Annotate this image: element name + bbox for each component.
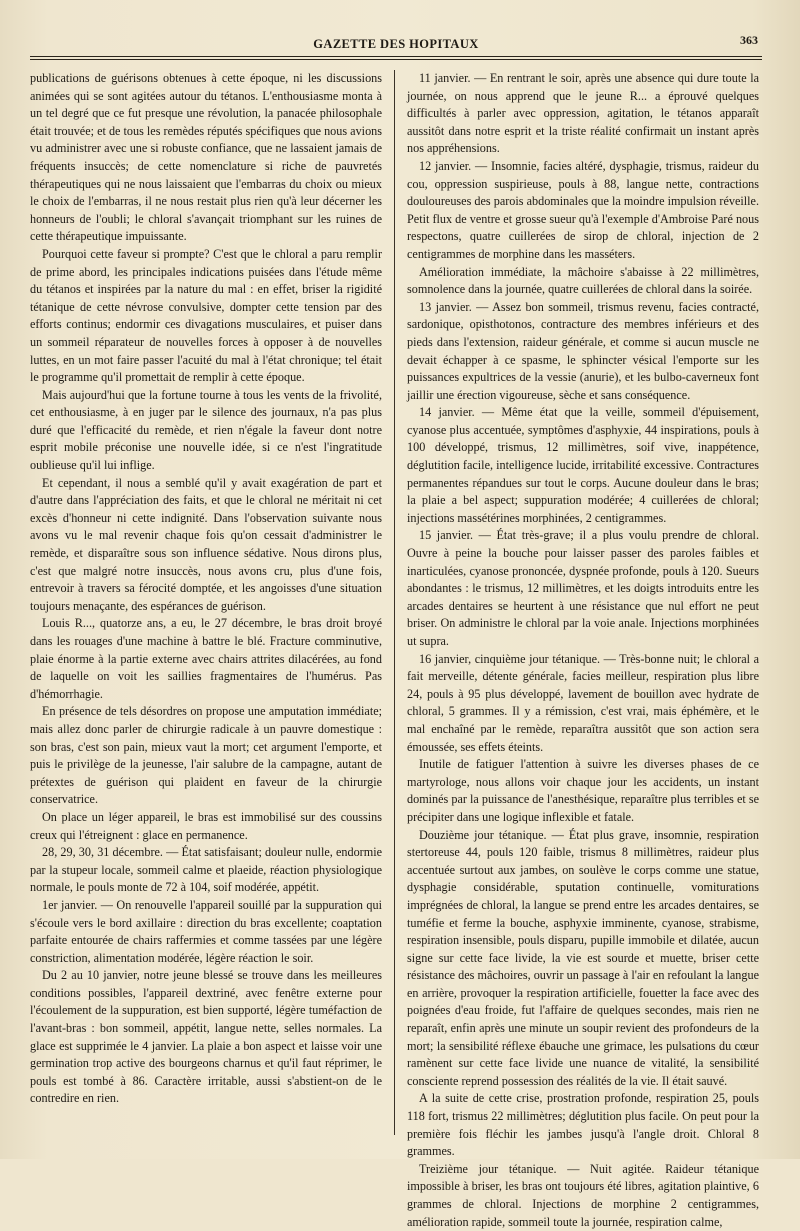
- paragraph: Mais aujourd'hui que la fortune tourne à tous les vents de la frivolité, cet enthousiasme, à en juger par le silence des journaux, n'a pas plus duré que l'efficacité du remède, et rien n'égale la faveur dont notre esprit mobile préconise une nouvelle idée, si ce n'est l'ingratitude oublieuse qu'il lui inflige.: [30, 387, 382, 473]
- paragraph: 1er janvier. — On renouvelle l'appareil souillé par la suppuration qui s'écoule vers le bord axillaire : direction du bras excellente; coaptation parfaite entourée de chairs raffermies et comme tassées par une légère constriction, alimentation modérée, légère réaction le soir.: [30, 897, 382, 965]
- paragraph: 11 janvier. — En rentrant le soir, après une absence qui dure toute la journée, on nous apprend que le jeune R... a éprouvé quelques difficultés à parler avec oppression, agitation, le tétanos apparaît aussitôt dans notre esprit et la triste réalité confirmait un instant après nos appréhensions.: [407, 71, 759, 156]
- paragraph: Et cependant, il nous a semblé qu'il y avait exagération de part et d'autre dans l'appréciation des faits, et que le chloral ne méritait ni cet excès d'honneur ni cette indignité. Dans l'observation suivante nous avons vu le mal revenir chaque fois qu'on cessait d'administrer le remède, et disparaître sous son influence sédative. Nous dirons plus, c'est que malgré notre insuccès, nous avons cru, plus d'une fois, entrevoir à travers sa férocité domptée, et les angoisses d'une situation toujours menaçante, des espérances de guérison.: [30, 475, 382, 613]
- paragraph: Douzième jour tétanique. — État plus grave, insomnie, respiration stertoreuse 44, pouls 120 faible, trismus 8 millimètres, raideur plus accentuée surtout aux jambes, on soulève le corps comme une statue, dysphagie considérable, sputation continuelle, vomiturations imprégnées de chloral, la langue se prend entre les arcades dentaires, se tuméfie et ferme la bouche, asphyxie imminente, cyanose, strabisme, respiration insensible, pouls disparu, pupille immobile et dilatée, aucun signe sur cette face livide, la vie est sourde et muette, briser cette résistance des mâchoires, ouvrir un passage à l'air en refoulant la langue en arrière, provoquer la respiration artificielle, fouetter la face avec des poignées d'eau froide, fut l'affaire de quelques secondes, mais rien ne reparaît, enfin après une minute un soupir revient des profondeurs de la mort; la sensibilité réflexe ébauche une grimace, les pulsations du cœur ramènent sur cette face livide une nuance de vitalité, la sensibilité consciente reprend possession des réalités de la vie. Il était sauvé.: [407, 827, 759, 1088]
- paragraph: Louis R..., quatorze ans, a eu, le 27 décembre, le bras droit broyé dans les rouages d'une machine à battre le blé. Fracture comminutive, plaie énorme à la partie externe avec chairs attrites dilacérées, au fond de laquelle on voit les saillies fragmentaires de l'humérus. Pas d'hémorrhagie.: [30, 616, 382, 701]
- paragraph: 15 janvier. — État très-grave; il a plus voulu prendre de chloral. Ouvre à peine la bouche pour laisser passer des paroles faibles et inarticulées, cyanose prononcée, dyspnée profonde, pouls à 120. Sueurs abondantes : le trismus, 12 millimètres, et les doigts introduits entre les arcades dentaires se heurtent à une résistance que nul effort ne peut briser. On administre le chloral par la voie anale. Injections morphinées ut supra.: [407, 528, 759, 648]
- paragraph: On place un léger appareil, le bras est immobilisé sur des coussins creux qui l'étreignent : glace en permanence.: [30, 809, 382, 842]
- paragraph: Treizième jour tétanique. — Nuit agitée. Raideur tétanique impossible à briser, les bras ont toujours été libres, agitation plaintive, 6 grammes de chloral. Injections de morphine 2 centigrammes, amélioration rapide, sommeil toute la journée, respiration calme,: [407, 1161, 759, 1229]
- paragraph: Inutile de fatiguer l'attention à suivre les diverses phases de ce martyrologe, nous allons voir chaque jour les accidents, un instant dominés par la puissance de l'anesthésique, reparaître plus terribles et se précipiter dans une logique inflexible et fatale.: [407, 757, 759, 824]
- paragraph: 12 janvier. — Insomnie, facies altéré, dysphagie, trismus, raideur du cou, oppression suspirieuse, pouls à 88, langue nette, contractions douloureuses des parois abdominales que la moindre impulsion réveille. Petit flux de ventre et grosse sueur qu'à l'exemple d'Ambroise Paré nous respectons, quatre cuillerées de sirop de chloral, injection de 2 centigrammes de morphine dans les masséters.: [407, 158, 759, 261]
- paragraph: 28, 29, 30, 31 décembre. — État satisfaisant; douleur nulle, endormie par la stupeur locale, sommeil calme et plaeide, réaction physiologique normale, le pouls monte de 72 à 104, soif modérée, appétit.: [30, 845, 382, 895]
- text-columns: [30, 70, 762, 1229]
- paragraph: publications de guérisons obtenues à cette époque, ni les discussions animées qui se sont agitées autour du tétanos. L'enthousiasme monta à un tel degré que ce fut presque une révolution, la panacée philosophale était trouvée; et de tous les remèdes réputés spécifiques que nous avions vu administrer avec une si robuste confiance, que ne lassaient jamais de fréquents insuccès; de cette nomenclature si riche de pauvretés thérapeutiques qui ne nous laissaient que l'embarras du choix ou mieux le choix de l'embarras, il ne nous restait plus rien qu'à leur décerner les honneurs de l'oubli; le chloral s'avançait triomphant sur les ruines de cette thérapeutique impuissante.: [30, 71, 382, 244]
- running-title: GAZETTE DES HOPITAUX: [313, 37, 479, 51]
- paragraph: 13 janvier. — Assez bon sommeil, trismus revenu, facies contracté, sardonique, opisthotonos, contracture des membres inférieurs et des pieds dans l'extension, raideur générale, et comme si aucun muscle ne devait échapper à ce spasme, le sphincter vésical l'emporte sur les puissances expultrices de la vessie (anurie), et les bulbo-caverneux font jaillir une érection vigoureuse, sèche et sans conséquence.: [407, 299, 759, 402]
- paragraph: A la suite de cette crise, prostration profonde, respiration 25, pouls 118 fort, trismus 22 millimètres; déglutition plus facile. On peut pour la première fois fléchir les jambes jusqu'à l'angle droit. Chloral 8 grammes.: [407, 1091, 759, 1159]
- page-header: [30, 0, 762, 52]
- left-column: [30, 70, 394, 1135]
- page-number: 363: [740, 33, 758, 47]
- paragraph: Pourquoi cette faveur si prompte? C'est que le chloral a paru remplir de prime abord, les principales indications puisées dans l'étude même du tétanos et inspirées par la nature du mal : en effet, briser la rigidité tétanique de cette névrose convulsive, dompter cette tension par des efforts continus; endormir ces divagations musculaires, et puiser dans un sommeil réparateur de nouvelles forces à opposer à de nouvelles luttes, en un mot faire passer l'acuité du mal à l'état chronique; tel était le programme qu'il promettait de remplir à cette époque.: [30, 246, 382, 385]
- header-rule-thin: [30, 59, 762, 60]
- right-column: [394, 70, 759, 1229]
- paragraph: Amélioration immédiate, la mâchoire s'abaisse à 22 millimètres, somnolence dans la journée, quatre cuillerées de chloral dans la soirée.: [407, 264, 759, 297]
- paragraph: 14 janvier. — Même état que la veille, sommeil d'épuisement, cyanose plus accentuée, symptômes d'asphyxie, 44 inspirations, pouls à 100 développé, trismus, 12 millimètres, soif vive, inappétence, déglutition facile, intelligence lucide, irritabilité excessive. Contractures permanentes répandues sur tout le corps. Aucune douleur dans le bras; la plaie a bel aspect; suppuration modérée; 4 cuillerées de chloral; injections massétérines morphinées, 2 centigrammes.: [407, 405, 759, 525]
- paragraph: Du 2 au 10 janvier, notre jeune blessé se trouve dans les meilleures conditions possibles, l'appareil dextriné, avec fenêtre externe pour l'écoulement de la suppuration, est bien supporté, légère tuméfaction de l'avant-bras : bon sommeil, appétit, langue nette, selles normales. La glace est supprimée le 4 janvier. La plaie a bon aspect et laisse voir une germination trop active des bourgeons charnus et qu'il faut réprimer, le pouls est tombé à 86. Caractère irritable, aussi s'abstient-on de le contredire en rien.: [30, 968, 382, 1106]
- paragraph: En présence de tels désordres on propose une amputation immédiate; mais allez donc parler de chirurgie radicale à un pauvre domestique : son bras, c'est son pain, mieux vaut la mort; cet argument l'emporte, et puis le privilège de la jeunesse, l'air salubre de la campagne, autant de prétextes de guérison qui plaident en faveur de la chirurgie conservatrice.: [30, 704, 382, 807]
- header-rule: [30, 56, 762, 57]
- paragraph: 16 janvier, cinquième jour tétanique. — Très-bonne nuit; le chloral a fait merveille, détente générale, facies meilleur, respiration plus libre 24, pouls à 95 plus développé, lavement de bouillon avec hydrate de chloral, 5 grammes. Il y a rémission, c'est vrai, mais éphémère, et le mal enchaîné par le remède, reparaîtra aussitôt que son action sera émoussée, ses effets éteints.: [407, 651, 759, 754]
